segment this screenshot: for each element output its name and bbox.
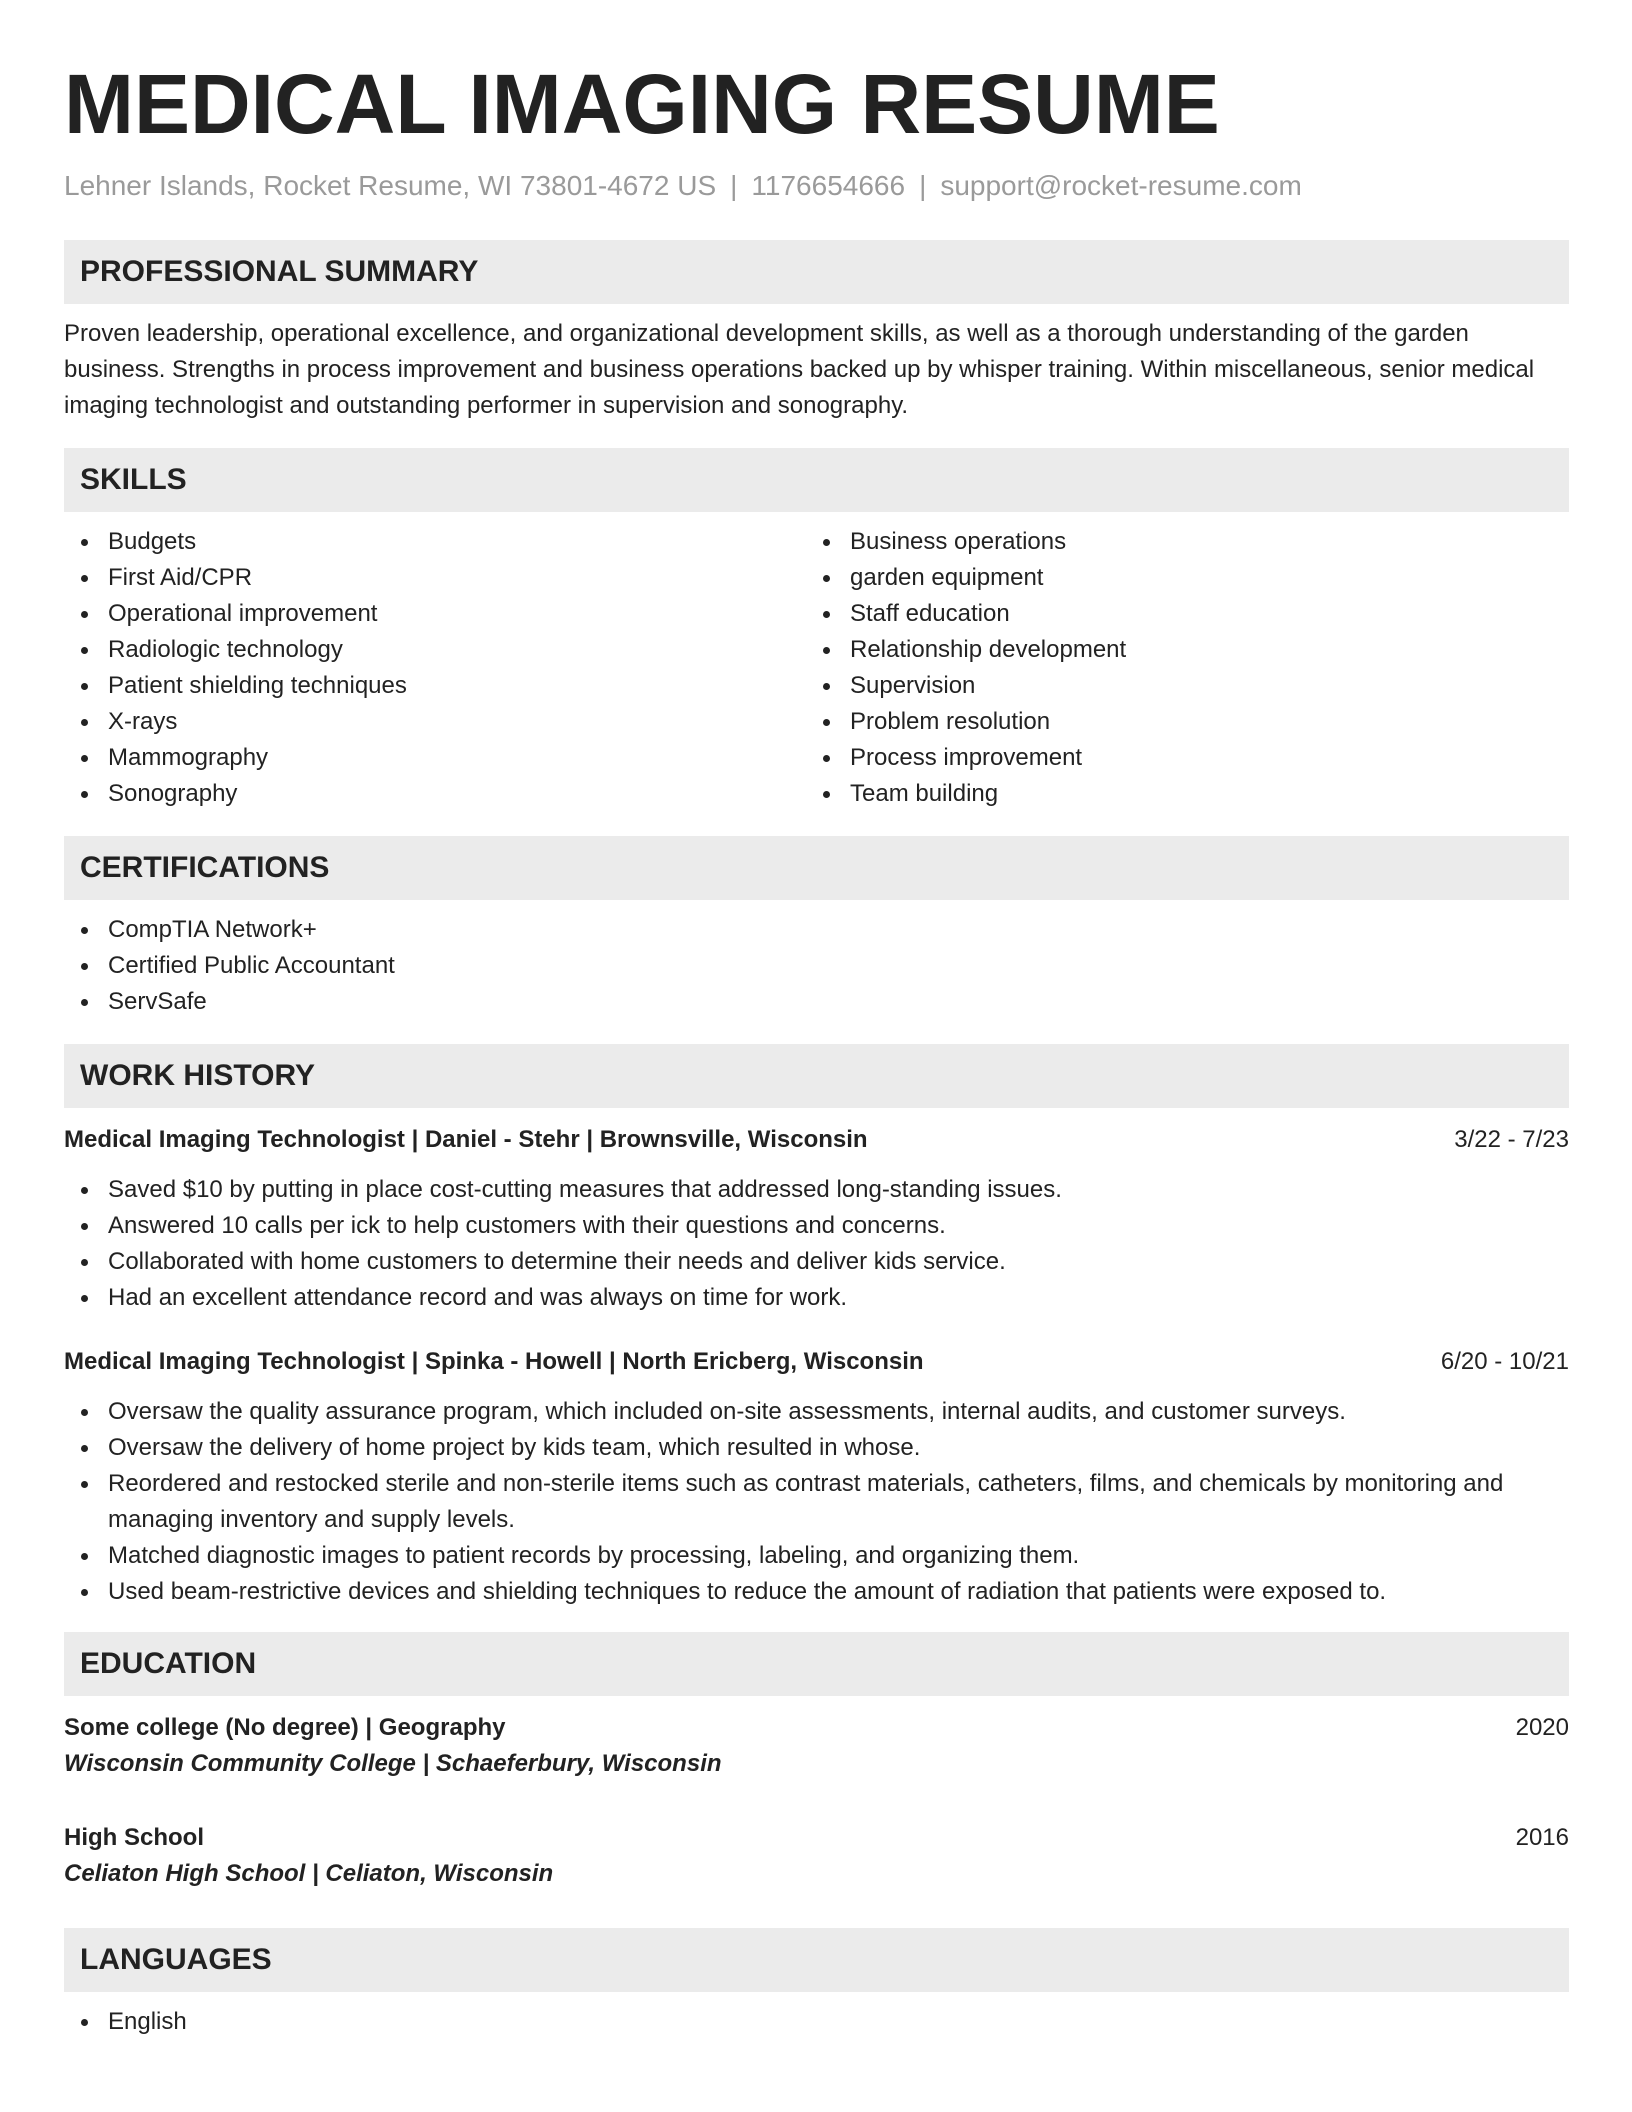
job-title: Medical Imaging Technologist | Spinka - Howell | North Ericberg, Wisconsin — [64, 1348, 924, 1375]
job-bullet: Saved $10 by putting in place cost-cutting measures that addressed long-standing issues. — [64, 1172, 1569, 1208]
skills-list-left — [64, 524, 806, 812]
resume-page — [64, 56, 1569, 2040]
education-degree: Some college (No degree) | Geography — [64, 1714, 506, 1741]
language-item: English — [64, 2004, 1569, 2040]
skill-item: Sonography — [64, 776, 806, 812]
languages-heading: LANGUAGES — [64, 1928, 1569, 1992]
summary-heading: PROFESSIONAL SUMMARY — [64, 240, 1569, 304]
job-bullet: Answered 10 calls per ick to help customers with their questions and concerns. — [64, 1208, 1569, 1244]
job-title: Medical Imaging Technologist | Daniel - Stehr | Brownsville, Wisconsin — [64, 1126, 868, 1153]
job-bullet: Reordered and restocked sterile and non-sterile items such as contrast materials, catheters, films, and chemicals by monitoring and managing inventory and supply levels. — [64, 1466, 1569, 1538]
contact-address: Lehner Islands, Rocket Resume, WI 73801-4672 US — [64, 170, 717, 201]
skill-item: Problem resolution — [806, 704, 1548, 740]
contact-email: support@rocket-resume.com — [940, 170, 1302, 201]
skill-item: X-rays — [64, 704, 806, 740]
skill-item: Relationship development — [806, 632, 1548, 668]
job-dates: 6/20 - 10/21 — [1440, 1348, 1569, 1375]
job-bullet: Matched diagnostic images to patient records by processing, labeling, and organizing them. — [64, 1538, 1569, 1574]
skill-item: First Aid/CPR — [64, 560, 806, 596]
skills-grid — [64, 524, 1569, 812]
contact-separator: | — [730, 170, 738, 201]
education-header — [64, 1820, 1569, 1856]
certifications-heading: CERTIFICATIONS — [64, 836, 1569, 900]
job-bullet: Used beam-restrictive devices and shielding techniques to reduce the amount of radiation that patients were exposed to. — [64, 1574, 1569, 1610]
skill-item: Supervision — [806, 668, 1548, 704]
certification-item: Certified Public Accountant — [64, 948, 1569, 984]
job-bullets — [64, 1394, 1569, 1610]
job-bullet: Collaborated with home customers to determine their needs and deliver kids service. — [64, 1244, 1569, 1280]
job-bullet: Oversaw the quality assurance program, which included on-site assessments, internal audits, and customer surveys. — [64, 1394, 1569, 1430]
skill-item: Staff education — [806, 596, 1548, 632]
resume-title: MEDICAL IMAGING RESUME — [64, 57, 1220, 151]
job-bullets — [64, 1172, 1569, 1316]
education-year: 2016 — [1515, 1824, 1569, 1851]
education-heading: EDUCATION — [64, 1632, 1569, 1696]
skills-list-right — [806, 524, 1548, 812]
skill-item: Mammography — [64, 740, 806, 776]
skills-heading: SKILLS — [64, 448, 1569, 512]
education-school: Celiaton High School | Celiaton, Wisconsin — [64, 1860, 554, 1887]
education-degree: High School — [64, 1824, 204, 1851]
work-history-heading: WORK HISTORY — [64, 1044, 1569, 1108]
skill-item: Radiologic technology — [64, 632, 806, 668]
certifications-list — [64, 912, 1569, 1020]
skill-item: Process improvement — [806, 740, 1548, 776]
contact-phone: 1176654666 — [751, 170, 906, 201]
skill-item: Patient shielding techniques — [64, 668, 806, 704]
education-entry — [64, 1710, 1569, 1782]
job-bullet: Had an excellent attendance record and was always on time for work. — [64, 1280, 1569, 1316]
education-year: 2020 — [1515, 1714, 1569, 1741]
contact-line — [64, 168, 1569, 204]
education-entry — [64, 1820, 1569, 1892]
summary-text: Proven leadership, operational excellence, and organizational development skills, as well as a thorough understanding of the garden business. Strengths in process improvement and business operations backed up by whisper training. Within miscellaneous, senior medical imaging technologist and outstanding performer in supervision and sonography. — [64, 320, 1535, 419]
job-bullet: Oversaw the delivery of home project by kids team, which resulted in whose. — [64, 1430, 1569, 1466]
job-dates: 3/22 - 7/23 — [1454, 1126, 1569, 1153]
skill-item: Budgets — [64, 524, 806, 560]
certification-item: CompTIA Network+ — [64, 912, 1569, 948]
skill-item: garden equipment — [806, 560, 1548, 596]
job-entry — [64, 1122, 1569, 1316]
skill-item: Operational improvement — [64, 596, 806, 632]
skill-item: Team building — [806, 776, 1548, 812]
job-header — [64, 1344, 1569, 1380]
job-entry — [64, 1344, 1569, 1610]
education-school: Wisconsin Community College | Schaeferbury, Wisconsin — [64, 1750, 722, 1777]
education-header — [64, 1710, 1569, 1746]
skill-item: Business operations — [806, 524, 1548, 560]
job-header — [64, 1122, 1569, 1158]
languages-list — [64, 2004, 1569, 2040]
contact-separator: | — [919, 170, 927, 201]
certification-item: ServSafe — [64, 984, 1569, 1020]
